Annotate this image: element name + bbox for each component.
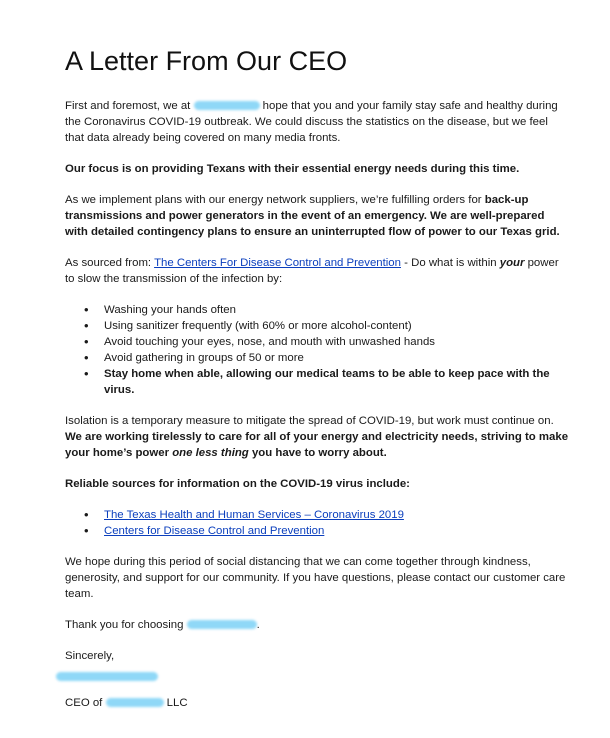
sourced-text-end: power to slow the transmission of the infection by: [65, 257, 559, 285]
ceo-suffix: LLC [163, 697, 188, 709]
list-item-bold: Stay home when able, allowing our medical teams to be able to keep pace with the virus. [104, 368, 550, 396]
sources-heading-text: Reliable sources for information on the COVID-19 virus include: [65, 478, 410, 490]
closing-paragraph: We hope during this period of social distancing that we can come together through kindness, generosity, and support for our community. If you have questions, please contact our customer care team. [65, 556, 566, 600]
isolation-bold-end: you have to worry about. [248, 447, 387, 459]
redacted-company-name [194, 101, 260, 110]
prevention-list [65, 302, 570, 398]
redacted-signature [56, 672, 158, 681]
focus-text: Our focus is on providing Texans with their essential energy needs during this time. [65, 163, 520, 175]
plans-bold-text: back-up transmissions and power generators in the event of an emergency. We are well-prepared with detailed contingency plans to ensure an uninterrupted flow of power to our Texas grid. [65, 194, 560, 238]
letter-title: A Letter From Our CEO [65, 46, 348, 76]
thank-you-line [65, 617, 570, 633]
isolation-emphasis: one less thing [172, 447, 249, 459]
list-item [65, 366, 570, 398]
isolation-text: Isolation is a temporary measure to mitigate the spread of COVID-19, but work must continue on. [65, 415, 554, 427]
intro-text-end: hope that you and your family stay safe and healthy during the Coronavirus COVID-19 outbreak. We could discuss the statistics on the disease, but we feel that data already being covered on many media fronts. [65, 100, 558, 144]
ceo-text: CEO of [65, 697, 106, 709]
redacted-company-name [106, 698, 164, 707]
list-item [65, 507, 570, 523]
thank-you-text: Thank you for choosing [65, 619, 187, 631]
isolation-paragraph [65, 413, 570, 461]
list-item [65, 523, 570, 539]
sincerely-line: Sincerely, [65, 650, 115, 662]
intro-paragraph [65, 98, 570, 146]
letter-page [65, 44, 570, 711]
cdc-link[interactable]: The Centers For Disease Control and Prevention [154, 257, 401, 269]
plans-text: As we implement plans with our energy network suppliers, we’re fulfilling orders for [65, 194, 485, 206]
intro-text-start: First and foremost, we at [65, 100, 194, 112]
sourced-paragraph [65, 255, 570, 287]
sourced-emphasis: your [499, 257, 525, 269]
redacted-company-name [187, 620, 257, 629]
list-item: • Using sanitizer frequently (with 60% or more alcohol-content) [65, 318, 570, 334]
cdc-source-link[interactable]: Centers for Disease Control and Prevention [104, 525, 325, 537]
focus-paragraph [65, 161, 570, 177]
list-item: • Washing your hands often [65, 302, 570, 318]
plans-paragraph [65, 192, 570, 240]
sources-list [65, 507, 570, 539]
sourced-text-mid: - Do what is within [400, 257, 500, 269]
sources-heading [65, 476, 570, 492]
list-item: • Avoid touching your eyes, nose, and mouth with unwashed hands [65, 334, 570, 350]
texas-hhs-link[interactable]: The Texas Health and Human Services – Coronavirus 2019 [104, 509, 404, 521]
list-item: • Avoid gathering in groups of 50 or more [65, 350, 570, 366]
thank-you-period: . [256, 619, 260, 631]
isolation-bold-text: We are working tirelessly to care for all of your energy and electricity needs, striving to make your home’s power [65, 431, 569, 459]
sourced-text-start: As sourced from: [65, 257, 155, 269]
ceo-line [65, 695, 570, 711]
